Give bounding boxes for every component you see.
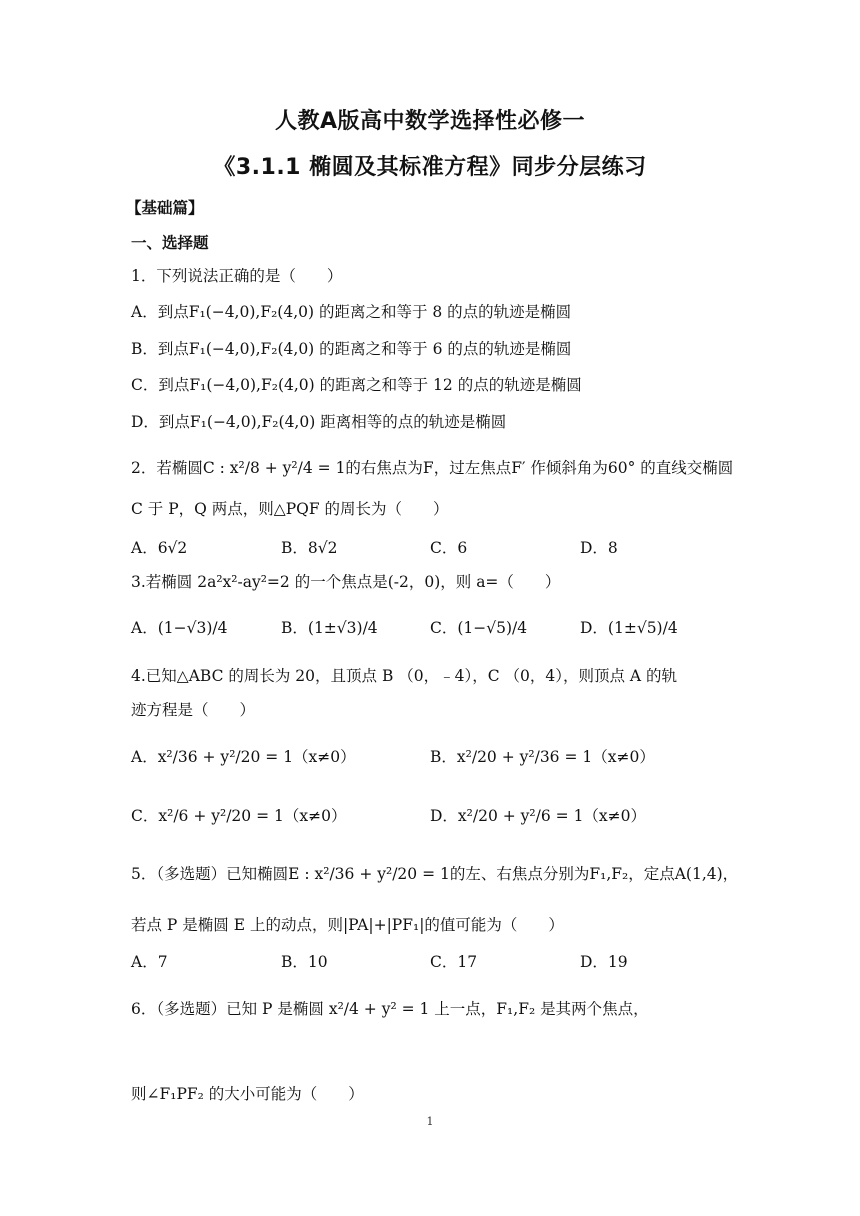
q3-option-d: D．(1±√5)/4: [580, 619, 678, 637]
q5-option-b: B．10: [281, 953, 328, 971]
q2-stem-cont: C 于 P，Q 两点，则△PQF 的周长为（ ）: [131, 500, 449, 518]
q2-option-b: B．8√2: [281, 539, 338, 557]
q1-option-c: C．到点F₁(−4,0),F₂(4,0) 的距离之和等于 12 的点的轨迹是椭圆: [131, 376, 582, 394]
q4-stem: 4.已知△ABC 的周长为 20，且顶点 B （0，﹣4），C （0，4），则顶点 A 的轨: [131, 667, 678, 685]
q6-stem-cont: 则∠F₁PF₂ 的大小可能为（ ）: [131, 1085, 364, 1103]
page-number: 1: [426, 1115, 434, 1128]
doc-title-line2: 《3.1.1 椭圆及其标准方程》同步分层练习: [213, 155, 647, 180]
q5-option-c: C．17: [430, 953, 478, 971]
q2-stem: 2．若椭圆C : x²/8 + y²/4 = 1的右焦点为F，过左焦点F′ 作倾斜角为60° 的直线交椭圆: [131, 459, 734, 477]
q3-option-a: A．(1−√3)/4: [131, 619, 228, 637]
q2-option-c: C．6: [430, 539, 468, 557]
doc-title-line1: 人教A版高中数学选择性必修一: [274, 109, 586, 134]
section-level: 【基础篇】: [126, 199, 204, 217]
q1-option-a: A．到点F₁(−4,0),F₂(4,0) 的距离之和等于 8 的点的轨迹是椭圆: [131, 303, 572, 321]
q1-stem: 1．下列说法正确的是（ ）: [131, 267, 343, 285]
q5-stem: 5．（多选题）已知椭圆E : x²/36 + y²/20 = 1的左、右焦点分别为F₁,F₂，定点A(1,4)，: [131, 865, 739, 883]
q3-stem: 3.若椭圆 2a²x²-ay²=2 的一个焦点是(-2，0)，则 a=（ ）: [131, 573, 561, 591]
q4-option-a: A．x²/36 + y²/20 = 1（x≠0）: [131, 748, 356, 766]
q3-option-c: C．(1−√5)/4: [430, 619, 528, 637]
q2-option-a: A．6√2: [131, 539, 188, 557]
q1-option-d: D．到点F₁(−4,0),F₂(4,0) 距离相等的点的轨迹是椭圆: [131, 413, 507, 431]
q6-stem: 6．（多选题）已知 P 是椭圆 x²/4 + y² = 1 上一点，F₁,F₂ 是其两个焦点，: [131, 1000, 649, 1018]
q4-stem-cont: 迹方程是（ ）: [131, 701, 256, 719]
q1-option-b: B．到点F₁(−4,0),F₂(4,0) 的距离之和等于 6 的点的轨迹是椭圆: [131, 340, 572, 358]
q5-option-d: D．19: [580, 953, 628, 971]
q3-option-b: B．(1±√3)/4: [281, 619, 378, 637]
q5-option-a: A．7: [131, 953, 168, 971]
section-type: 一、选择题: [131, 234, 209, 252]
q4-option-b: B．x²/20 + y²/36 = 1（x≠0）: [430, 748, 655, 766]
q4-option-c: C．x²/6 + y²/20 = 1（x≠0）: [131, 807, 347, 825]
q2-option-d: D．8: [580, 539, 618, 557]
q5-stem-cont: 若点 P 是椭圆 E 上的动点，则|PA|+|PF₁|的值可能为（ ）: [131, 916, 564, 934]
q4-option-d: D．x²/20 + y²/6 = 1（x≠0）: [430, 807, 647, 825]
